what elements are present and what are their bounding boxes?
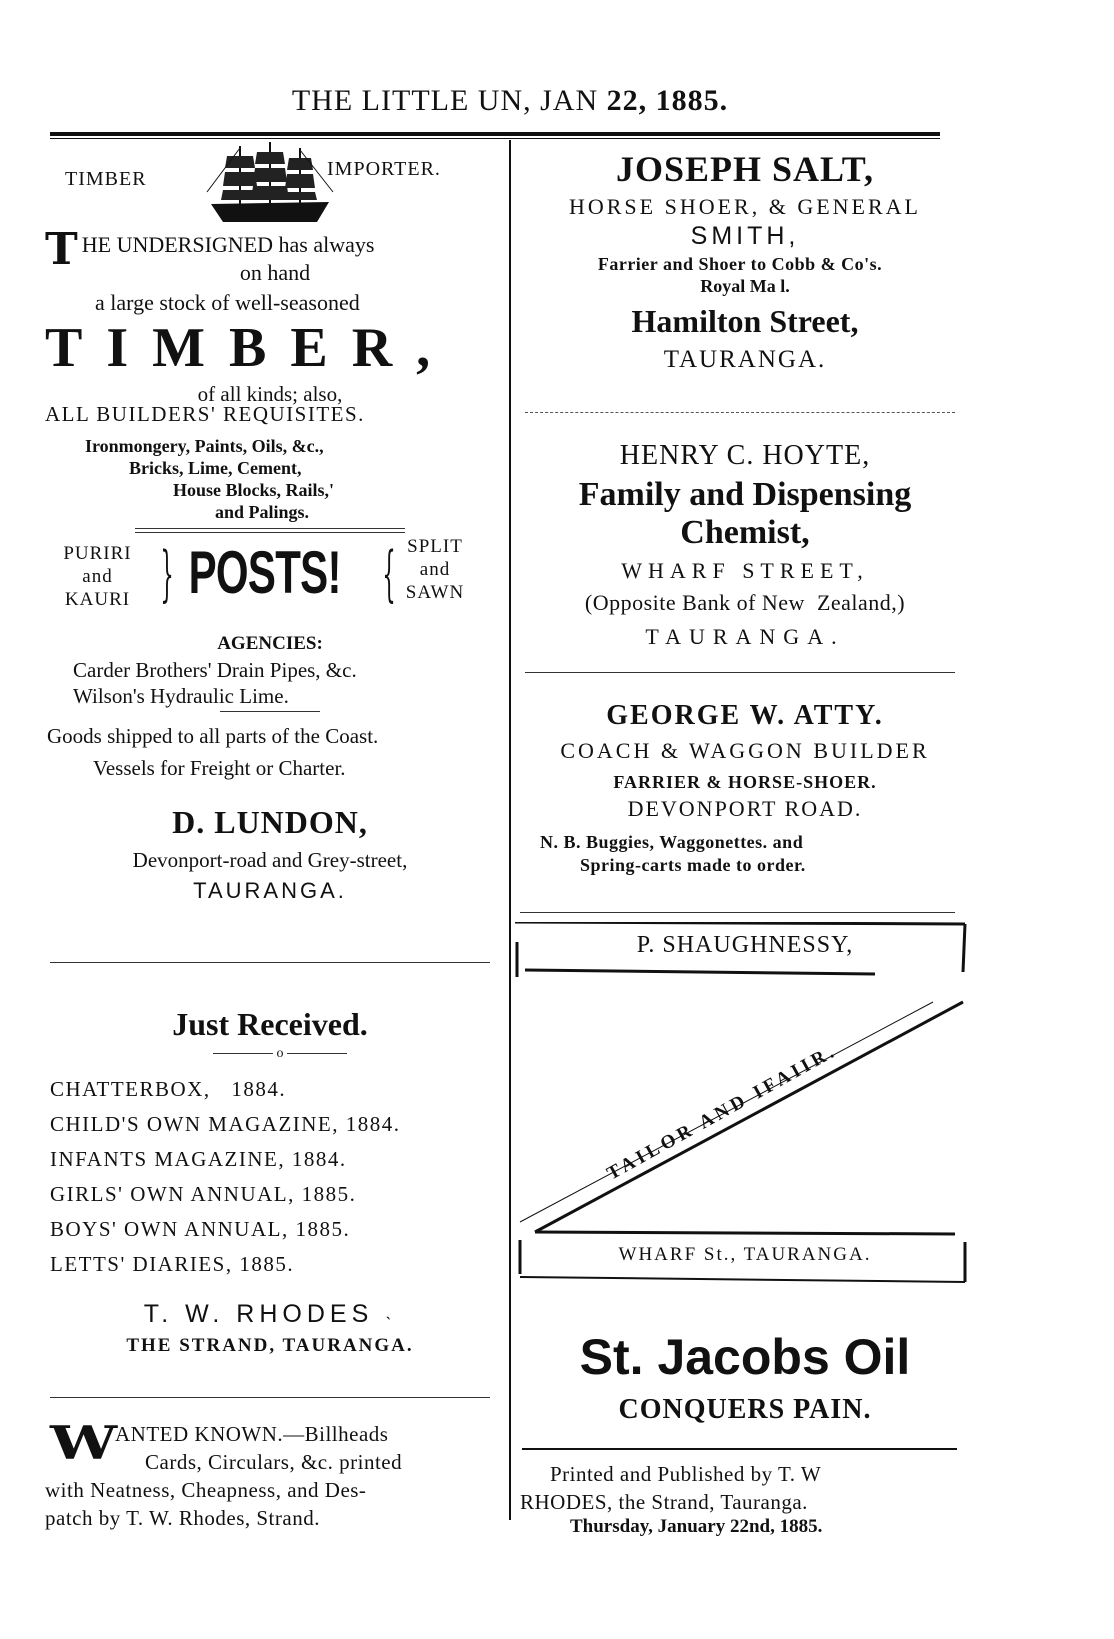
timber-line3: a large stock of well-seasoned bbox=[95, 290, 360, 315]
timber-line8: House Blocks, Rails,' bbox=[173, 480, 335, 500]
atty-nb2: Spring-carts made to order. bbox=[580, 855, 806, 875]
right-rule-2 bbox=[525, 672, 955, 673]
salt-farrier: Farrier and Shoer to Cobb & Co's. bbox=[597, 254, 883, 274]
masthead-date: 22, 1885. bbox=[606, 84, 729, 117]
timber-line4: of all kinds; also, bbox=[197, 382, 343, 406]
just-received-ad bbox=[45, 1000, 515, 1370]
masthead bbox=[230, 84, 790, 118]
lundon-address: Devonport-road and Grey-street, bbox=[132, 848, 408, 872]
imprint bbox=[520, 1462, 990, 1552]
rhodes-name-mark: ˴ bbox=[385, 1306, 397, 1326]
posts-right-1: SPLIT bbox=[407, 536, 463, 557]
masthead-rule-thin bbox=[50, 138, 940, 139]
dropcap-t: T bbox=[45, 224, 78, 275]
jacobs-sub: CONQUERS PAIN. bbox=[618, 1394, 872, 1425]
right-rule-4 bbox=[522, 1448, 957, 1450]
salt-street: Hamilton Street, bbox=[631, 303, 859, 339]
right-rule-3 bbox=[520, 912, 955, 913]
left-rule-2 bbox=[50, 1397, 490, 1398]
list-item: LETTS' DIARIES, 1885. bbox=[50, 1252, 295, 1276]
posts-left-3: KAURI bbox=[64, 589, 131, 610]
timber-rule-2 bbox=[135, 532, 405, 533]
timber-line7: Bricks, Lime, Cement, bbox=[129, 458, 302, 478]
timber-rule bbox=[135, 528, 405, 529]
brace-right-icon: { bbox=[382, 539, 396, 609]
hoyte-street: WHARF STREET, bbox=[621, 558, 869, 583]
atty-trade1: COACH & WAGGON BUILDER bbox=[560, 738, 930, 763]
masthead-rule bbox=[50, 132, 940, 136]
shaughnessy-name: P. SHAUGHNESSY, bbox=[636, 932, 854, 958]
just-received-sep bbox=[195, 1046, 365, 1062]
timber-line2: on hand bbox=[239, 260, 311, 285]
atty-name: GEORGE W. ATTY. bbox=[606, 700, 884, 731]
timber-line5: ALL BUILDERS' REQUISITES. bbox=[45, 402, 365, 426]
imprint-line2: RHODES, the Strand, Tauranga. bbox=[520, 1490, 808, 1514]
hoyte-ad bbox=[520, 440, 990, 670]
shipping-2: Vessels for Freight or Charter. bbox=[93, 756, 346, 780]
salt-town: TAURANGA. bbox=[663, 346, 827, 373]
salt-ad bbox=[520, 148, 990, 398]
lundon-name: D. LUNDON, bbox=[172, 804, 368, 840]
hoyte-town: TAURANGA. bbox=[645, 624, 845, 649]
imprint-line1: Printed and Published by T. W bbox=[550, 1462, 822, 1486]
salt-mail: Royal Ma l. bbox=[700, 276, 790, 296]
hoyte-line2: Chemist, bbox=[680, 514, 810, 551]
rhodes-addr: THE STRAND, TAURANGA. bbox=[126, 1335, 414, 1356]
atty-trade2: FARRIER & HORSE-SHOER. bbox=[613, 772, 877, 792]
agency-2: Wilson's Hydraulic Lime. bbox=[73, 684, 289, 708]
atty-ad bbox=[520, 700, 990, 890]
wanted-ad bbox=[45, 1416, 515, 1540]
timber-ad bbox=[45, 150, 515, 910]
ship-icon bbox=[205, 142, 335, 230]
brace-left-icon: } bbox=[160, 539, 174, 609]
list-item: INFANTS MAGAZINE, 1884. bbox=[50, 1147, 347, 1171]
posts-big-wrap bbox=[150, 538, 380, 618]
list-item: CHATTERBOX, 1884. bbox=[50, 1077, 287, 1101]
dropcap-w: W bbox=[50, 1416, 118, 1470]
hoyte-line1: Family and Dispensing bbox=[578, 476, 912, 513]
left-rule-1 bbox=[50, 962, 490, 963]
hoyte-name: HENRY C. HOYTE, bbox=[619, 440, 871, 471]
timber-left-word: TIMBER bbox=[65, 168, 147, 190]
hoyte-opp: (Opposite Bank of New Zealand,) bbox=[584, 590, 906, 615]
agency-1: Carder Brothers' Drain Pipes, &c. bbox=[73, 658, 357, 682]
lundon-town: TAURANGA. bbox=[193, 878, 347, 903]
posts-left-2: and bbox=[82, 566, 113, 587]
shaughnessy-addr: WHARF St., TAURANGA. bbox=[618, 1244, 872, 1265]
posts-big: POSTS! bbox=[188, 539, 342, 606]
wanted-line4: patch by T. W. Rhodes, Strand. bbox=[45, 1506, 320, 1530]
timber-line6: Ironmongery, Paints, Oils, &c., bbox=[85, 436, 324, 456]
jacobs-title: St. Jacobs Oil bbox=[579, 1329, 911, 1385]
agencies-title: AGENCIES: bbox=[217, 633, 323, 654]
just-received-title: Just Received. bbox=[172, 1006, 368, 1042]
masthead-title: THE LITTLE UN, JAN bbox=[291, 84, 607, 117]
rhodes-name-text: T. W. RHODES bbox=[143, 1300, 374, 1328]
atty-road: DEVONPORT ROAD. bbox=[627, 796, 863, 821]
posts-right-2: and bbox=[419, 559, 451, 580]
imprint-line3: Thursday, January 22nd, 1885. bbox=[570, 1516, 823, 1537]
atty-nb1: N. B. Buggies, Waggonettes. and bbox=[540, 832, 804, 852]
wanted-line3: with Neatness, Cheapness, and Des- bbox=[45, 1478, 367, 1502]
list-item: BOYS' OWN ANNUAL, 1885. bbox=[50, 1217, 351, 1241]
rhodes-name bbox=[45, 1300, 495, 1329]
just-received-sep-o: o bbox=[276, 1046, 284, 1061]
posts-right-3: SAWN bbox=[405, 582, 465, 603]
wanted-line2: Cards, Circulars, &c. printed bbox=[145, 1450, 403, 1474]
jacobs-ad bbox=[520, 1328, 990, 1438]
list-item: GIRLS' OWN ANNUAL, 1885. bbox=[50, 1182, 357, 1206]
timber-right-word: IMPORTER. bbox=[327, 158, 441, 180]
posts-right bbox=[385, 535, 485, 604]
timber-big: TIMBER, bbox=[45, 317, 455, 379]
shaughnessy-ad bbox=[515, 922, 970, 1302]
posts-left bbox=[45, 542, 150, 611]
just-received-list bbox=[50, 1072, 510, 1282]
right-rule-1 bbox=[525, 412, 955, 413]
salt-name: JOSEPH SALT, bbox=[615, 149, 875, 189]
posts-left-1: PURIRI bbox=[63, 543, 132, 564]
shipping-1: Goods shipped to all parts of the Coast. bbox=[47, 724, 379, 748]
wanted-line1: ANTED KNOWN.—Billheads bbox=[115, 1422, 389, 1446]
agency-rule bbox=[220, 711, 320, 712]
list-item: CHILD'S OWN MAGAZINE, 1884. bbox=[50, 1112, 401, 1136]
timber-line1: HE UNDERSIGNED has always bbox=[81, 232, 375, 257]
salt-trade: HORSE SHOER, & GENERAL bbox=[568, 194, 921, 219]
shaughnessy-diag: TAILOR AND IFAIIR. bbox=[603, 1040, 841, 1185]
salt-smith: SMITH, bbox=[690, 222, 800, 250]
timber-line9: and Palings. bbox=[215, 502, 310, 522]
